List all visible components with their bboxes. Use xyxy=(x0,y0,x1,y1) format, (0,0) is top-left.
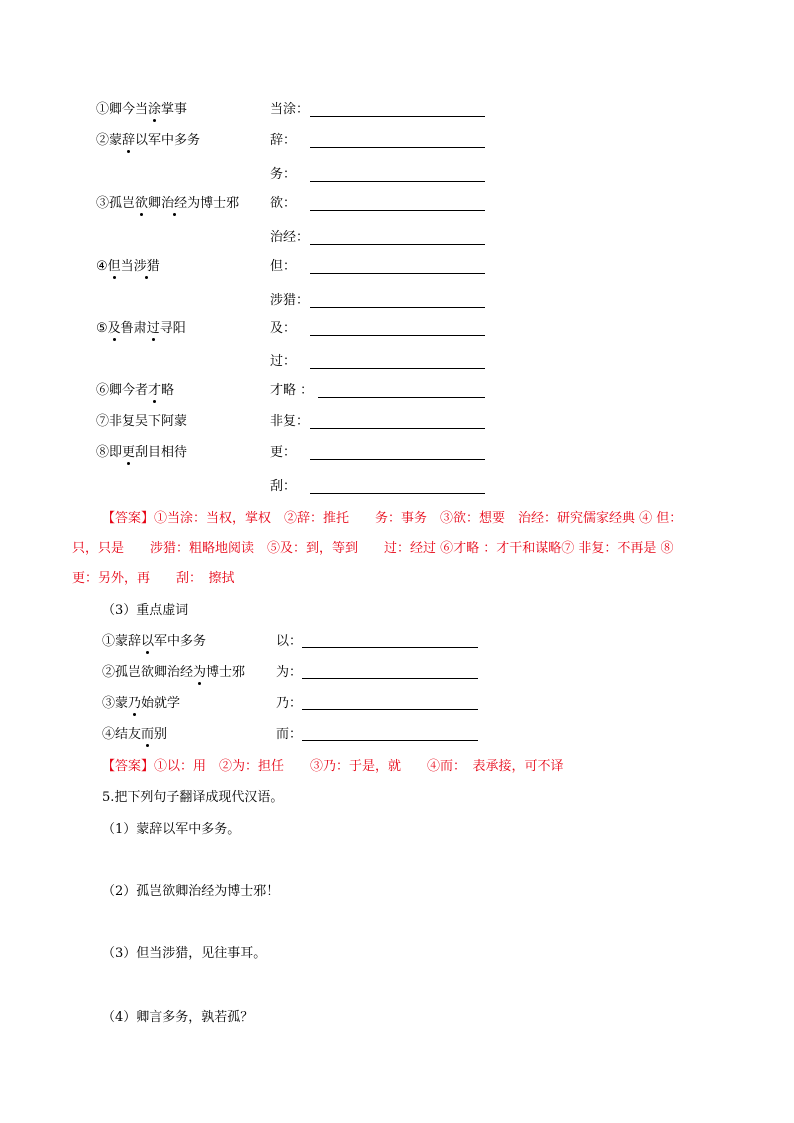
vocab-item-2 xyxy=(96,133,200,149)
answer-blank[interactable] xyxy=(310,244,485,245)
answer-blank[interactable] xyxy=(302,647,478,648)
answer-line: 更：另外，再 刮： 擦拭 xyxy=(72,571,235,586)
blank-label: 乃： xyxy=(276,696,303,711)
function-word-item-2 xyxy=(102,665,245,681)
blank-label: 更： xyxy=(270,445,297,460)
blank-label: 以： xyxy=(276,634,303,649)
answer-blank[interactable] xyxy=(310,116,485,117)
item-text: 即 xyxy=(109,445,123,460)
dotted-char: 为 xyxy=(193,665,207,680)
answer-blank[interactable] xyxy=(302,740,478,741)
item-text: 略 xyxy=(161,383,175,398)
answer-blank[interactable] xyxy=(310,493,485,494)
dotted-char: 但 xyxy=(107,259,121,274)
dotted-char: 及 xyxy=(107,321,121,336)
answer-line: 只，只是 涉猎：粗略地阅读 ⑤及：到，等到 过：经过 ⑥才略 ：才干和谋略⑦ 非复：不再是 ⑧ xyxy=(72,541,674,556)
dotted-char: 才 xyxy=(148,383,162,398)
answer-blank[interactable] xyxy=(310,147,485,148)
item-text: 始就学 xyxy=(141,696,181,711)
answer-blank[interactable] xyxy=(302,709,478,710)
blank-label: 才略 ： xyxy=(270,383,314,398)
item-number: ⑤ xyxy=(96,321,108,336)
question-heading: 5.把下列句子翻译成现代汉语。 xyxy=(102,790,284,805)
item-text: 非复吴下阿蒙 xyxy=(109,414,188,429)
blank-label: 但： xyxy=(270,259,297,274)
vocab-item-1 xyxy=(96,102,187,118)
dotted-char: 以 xyxy=(141,634,155,649)
blank-label: 欲： xyxy=(270,196,297,211)
item-text: 为博士邪 xyxy=(187,196,240,211)
translation-sentence: （2）孤岂欲卿治经为博士邪！ xyxy=(102,884,280,899)
vocab-item-8 xyxy=(96,445,187,461)
answer-blank[interactable] xyxy=(310,273,485,274)
blank-label: 而： xyxy=(276,727,303,742)
dotted-char: 辞 xyxy=(122,133,136,148)
translation-sentence: （4）卿言多务，孰若孤？ xyxy=(102,1010,254,1025)
item-text: 卿 xyxy=(148,196,162,211)
item-text: 结友 xyxy=(115,727,142,742)
item-number: ④ xyxy=(102,727,116,742)
item-number: ① xyxy=(102,634,116,649)
answer-blank[interactable] xyxy=(318,397,485,398)
item-number: ③ xyxy=(96,196,110,211)
item-text: 当 xyxy=(120,259,134,274)
vocab-item-5 xyxy=(96,321,186,337)
item-number: ③ xyxy=(102,696,116,711)
item-text: 蒙 xyxy=(115,696,129,711)
dotted-char: 治经 xyxy=(161,196,188,211)
item-text: 寻阳 xyxy=(159,321,186,336)
dotted-char: 更 xyxy=(122,445,136,460)
dotted-char: 涉猎 xyxy=(133,259,160,274)
translation-sentence: （1）蒙辞以军中多务。 xyxy=(102,822,241,837)
item-text: 鲁肃 xyxy=(120,321,147,336)
item-number: ⑥ xyxy=(96,383,110,398)
function-word-item-4 xyxy=(102,727,167,743)
blank-label: 刮： xyxy=(270,479,297,494)
translation-sentence: （3）但当涉猎，见往事耳。 xyxy=(102,946,267,961)
item-text: 刮目相待 xyxy=(135,445,188,460)
item-text: 孤岂欲卿治经 xyxy=(115,665,194,680)
item-text: 掌事 xyxy=(161,102,188,117)
blank-label: 治经： xyxy=(270,230,310,245)
vocab-item-3 xyxy=(96,196,239,212)
vocab-item-4 xyxy=(96,259,160,275)
blank-label: 涉猎： xyxy=(270,293,310,308)
function-word-item-3 xyxy=(102,696,180,712)
blank-label: 务： xyxy=(270,167,297,182)
answer-blank[interactable] xyxy=(310,210,485,211)
item-text: 军中多务 xyxy=(154,634,207,649)
item-number: ⑧ xyxy=(96,445,110,460)
item-text: 蒙 xyxy=(109,133,123,148)
dotted-char: 乃 xyxy=(128,696,142,711)
answer-blank[interactable] xyxy=(302,678,478,679)
function-word-item-1 xyxy=(102,634,206,650)
vocab-item-6 xyxy=(96,383,174,399)
answer-line: 【答案】①以：用 ②为：担任 ③乃：于是，就 ④而： 表承接，可不译 xyxy=(102,759,564,774)
dotted-char: 过 xyxy=(146,321,160,336)
dotted-char: 涂 xyxy=(148,102,162,117)
blank-label: 当涂： xyxy=(270,102,310,117)
blank-label: 及： xyxy=(270,321,297,336)
blank-label: 为： xyxy=(276,665,303,680)
item-number: ① xyxy=(96,102,110,117)
item-text: 孤岂 xyxy=(109,196,136,211)
blank-label: 辞： xyxy=(270,133,297,148)
answer-blank[interactable] xyxy=(310,307,485,308)
dotted-char: 欲 xyxy=(135,196,149,211)
item-text: 以军中多务 xyxy=(135,133,201,148)
answer-line: 【答案】①当涂：当权，掌权 ②辞：推托 务：事务 ③欲：想要 治经：研究儒家经典 ④ 但： xyxy=(102,511,683,526)
vocab-item-7 xyxy=(96,414,187,430)
blank-label: 非复： xyxy=(270,414,310,429)
answer-blank[interactable] xyxy=(310,428,485,429)
item-number: ② xyxy=(96,133,110,148)
item-number: ④ xyxy=(96,259,108,274)
answer-blank[interactable] xyxy=(310,368,485,369)
item-text: 别 xyxy=(154,727,168,742)
blank-label: 过： xyxy=(270,354,297,369)
item-text: 博士邪 xyxy=(206,665,246,680)
answer-blank[interactable] xyxy=(310,335,485,336)
item-text: 卿今当 xyxy=(109,102,149,117)
item-text: 蒙辞 xyxy=(115,634,142,649)
dotted-char: 而 xyxy=(141,727,155,742)
item-text: 卿今者 xyxy=(109,383,149,398)
answer-blank[interactable] xyxy=(310,181,485,182)
section-heading: （3）重点虚词 xyxy=(102,603,189,618)
item-number: ⑦ xyxy=(96,414,110,429)
item-number: ② xyxy=(102,665,116,680)
answer-blank[interactable] xyxy=(310,459,485,460)
